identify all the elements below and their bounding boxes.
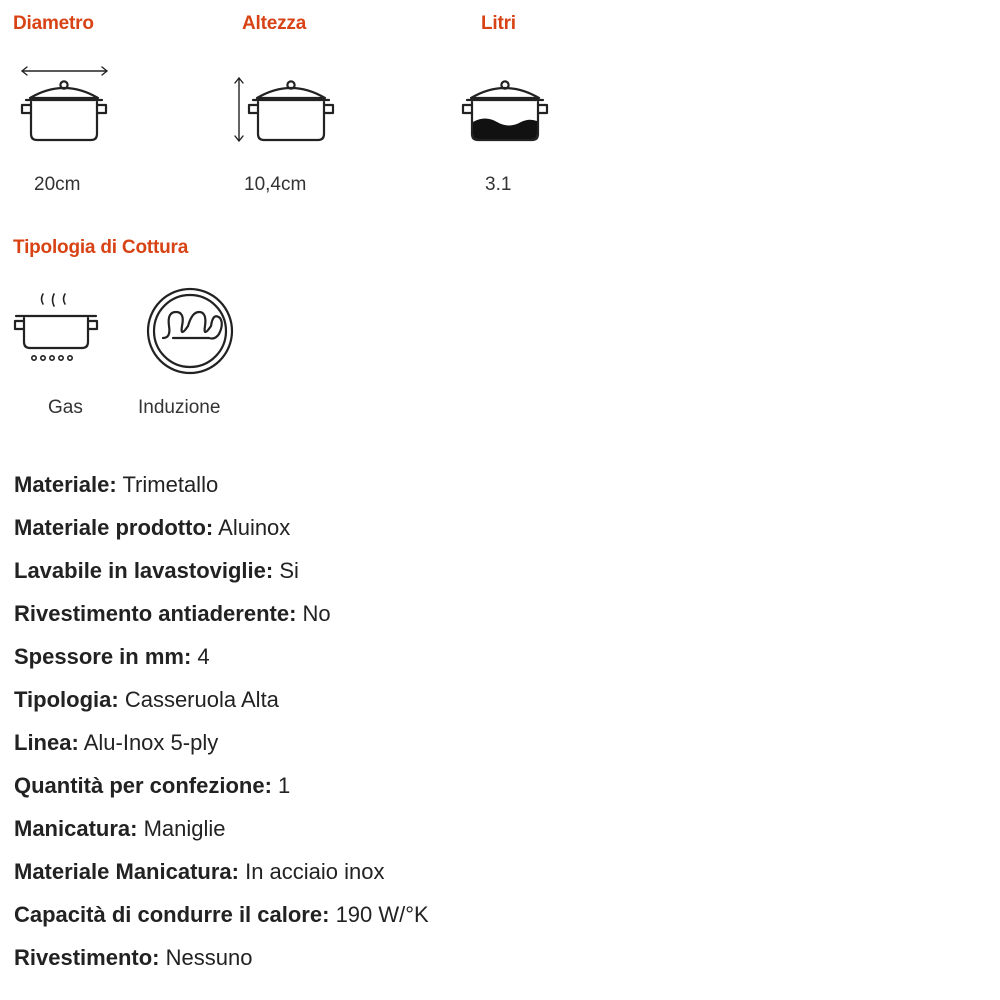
- specs-list: [14, 463, 429, 979]
- spec-key: Linea:: [14, 730, 79, 755]
- diametro-label: Diametro: [13, 13, 94, 34]
- spec-key: Materiale prodotto:: [14, 515, 214, 540]
- spec-key: Manicatura:: [14, 816, 138, 841]
- spec-value: In acciaio inox: [245, 859, 385, 884]
- litri-value: 3.1: [485, 174, 512, 195]
- spec-materiale-prodotto: [14, 506, 429, 549]
- spec-key: Rivestimento antiaderente:: [14, 601, 297, 626]
- spec-conducibilita: [14, 893, 429, 936]
- altezza-value: 10,4cm: [244, 174, 307, 195]
- spec-rivestimento-antiaderente: [14, 592, 429, 635]
- spec-key: Lavabile in lavastoviglie:: [14, 558, 274, 583]
- gas-stove-icon: [10, 290, 102, 368]
- pot-filled-icon: [455, 75, 555, 147]
- spec-materiale-manicatura: [14, 850, 429, 893]
- spec-key: Materiale:: [14, 472, 117, 497]
- gas-label: Gas: [48, 397, 83, 418]
- spec-value: Si: [279, 558, 299, 583]
- spec-materiale: [14, 463, 429, 506]
- spec-spessore: [14, 635, 429, 678]
- spec-quantita: [14, 764, 429, 807]
- spec-value: Alu-Inox 5-ply: [83, 730, 219, 755]
- pot-height-icon: [232, 75, 342, 147]
- spec-key: Materiale Manicatura:: [14, 859, 239, 884]
- spec-key: Rivestimento:: [14, 945, 160, 970]
- spec-linea: [14, 721, 429, 764]
- induction-coil-icon: [145, 286, 235, 376]
- spec-value: 1: [278, 773, 291, 798]
- spec-lavabile-lavastoviglie: [14, 549, 429, 592]
- spec-value: No: [302, 601, 331, 626]
- induzione-label: Induzione: [138, 397, 221, 418]
- spec-rivestimento: [14, 936, 429, 979]
- spec-key: Tipologia:: [14, 687, 119, 712]
- spec-tipologia: [14, 678, 429, 721]
- spec-value: Aluinox: [218, 515, 291, 540]
- spec-value: Casseruola Alta: [124, 687, 279, 712]
- spec-manicatura: [14, 807, 429, 850]
- spec-key: Capacità di condurre il calore:: [14, 902, 330, 927]
- spec-value: Trimetallo: [122, 472, 219, 497]
- altezza-label: Altezza: [242, 13, 307, 34]
- pot-diameter-icon: [18, 62, 113, 147]
- spec-value: 190 W/°K: [335, 902, 429, 927]
- spec-key: Spessore in mm:: [14, 644, 192, 669]
- spec-value: Nessuno: [165, 945, 253, 970]
- litri-label: Litri: [481, 13, 516, 34]
- spec-value: Maniglie: [143, 816, 226, 841]
- spec-key: Quantità per confezione:: [14, 773, 272, 798]
- spec-value: 4: [197, 644, 210, 669]
- diametro-value: 20cm: [34, 174, 81, 195]
- cooking-type-title: Tipologia di Cottura: [13, 237, 189, 258]
